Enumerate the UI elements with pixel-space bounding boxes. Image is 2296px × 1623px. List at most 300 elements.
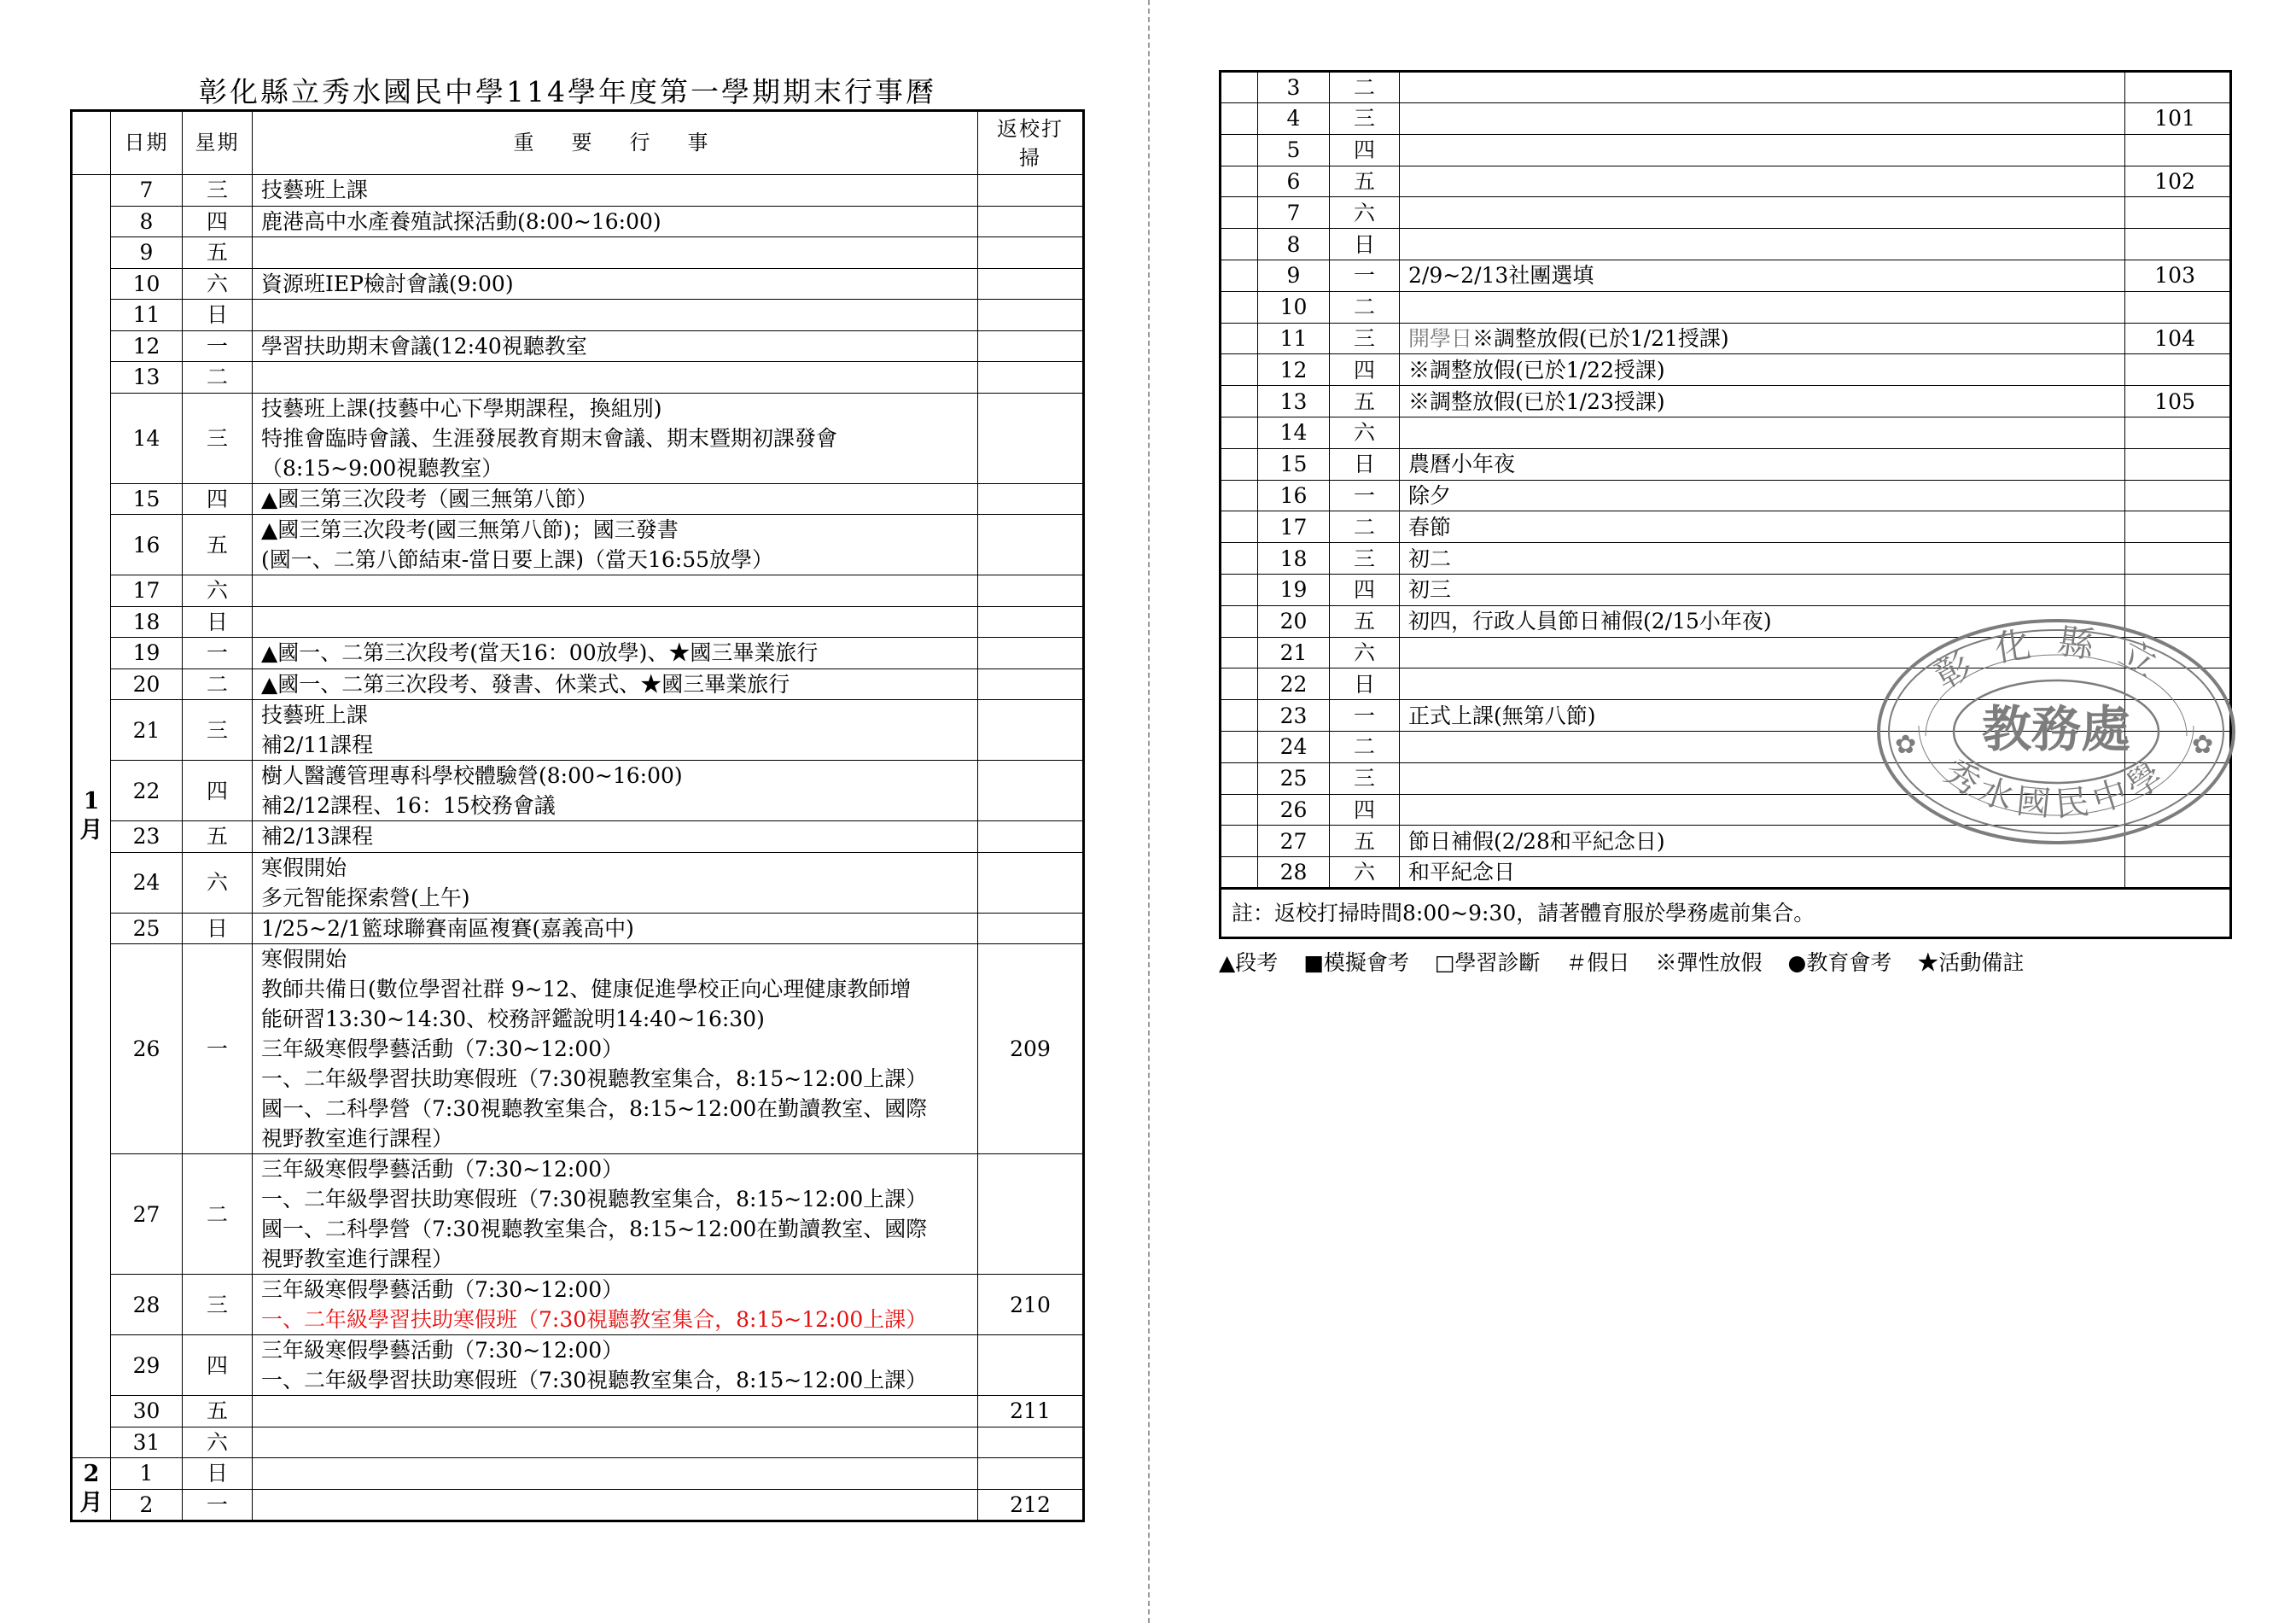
table-row (1221, 260, 2231, 291)
cleaning-cell (2125, 417, 2231, 448)
date-cell: 10 (1258, 291, 1330, 323)
weekday-cell: 一 (1330, 260, 1400, 291)
weekday-cell: 六 (183, 575, 253, 607)
cleaning-cell: 212 (978, 1489, 1084, 1521)
date-cell: 25 (1258, 762, 1330, 794)
cleaning-cell (2125, 857, 2231, 889)
events-cell (253, 1489, 978, 1521)
event-line: 一、二年級學習扶助寒假班（7:30視聽教室集合，8:15~12:00上課） (261, 1368, 928, 1392)
table-row (72, 1154, 1084, 1275)
table-row (1221, 511, 2231, 543)
date-cell: 27 (111, 1154, 183, 1275)
blank-cell (1221, 103, 1258, 135)
weekday-cell: 四 (183, 206, 253, 237)
table-row (1221, 103, 2231, 135)
table-row (72, 1335, 1084, 1396)
event-line: 教師共備日(數位學習社群 9~12、健康促進學校正向心理健康教師增 (261, 977, 912, 1001)
weekday-cell: 四 (1330, 354, 1400, 386)
svg-text:✿: ✿ (1895, 730, 1917, 760)
weekday-cell: 日 (183, 606, 253, 638)
cleaning-cell (978, 668, 1084, 700)
table-row (1221, 197, 2231, 229)
weekday-cell: 日 (183, 913, 253, 944)
weekday-cell: 六 (1330, 637, 1400, 668)
events-cell (1400, 480, 2125, 511)
event-line: ▲國三第三次段考（國三無第八節） (261, 486, 598, 511)
events-cell (253, 362, 978, 394)
table-row (72, 206, 1084, 237)
event-line: （8:15~9:00視聽教室） (261, 455, 504, 481)
cleaning-cell (978, 175, 1084, 207)
cleaning-cell (978, 330, 1084, 362)
cleaning-cell (978, 1427, 1084, 1458)
event-line: 三年級寒假學藝活動（7:30~12:00） (261, 1277, 624, 1302)
event-line: 三年級寒假學藝活動（7:30~12:00） (261, 1036, 624, 1061)
blank-cell (1221, 134, 1258, 166)
calendar-table-left (70, 109, 1085, 1522)
date-cell: 15 (1258, 448, 1330, 480)
events-cell (1400, 323, 2125, 354)
cleaning-cell (978, 913, 1084, 944)
table-row (72, 515, 1084, 575)
cleaning-cell (978, 515, 1084, 575)
cleaning-cell (978, 393, 1084, 483)
date-cell: 22 (111, 761, 183, 821)
events-cell (253, 206, 978, 237)
weekday-cell: 二 (183, 668, 253, 700)
note-row (1221, 889, 2231, 938)
table-row (1221, 291, 2231, 323)
weekday-cell: 五 (1330, 605, 1400, 637)
table-row (72, 638, 1084, 669)
weekday-cell: 三 (183, 175, 253, 207)
month-cell-january (72, 175, 111, 1458)
blank-cell (1221, 448, 1258, 480)
events-cell (253, 668, 978, 700)
date-cell: 7 (111, 175, 183, 207)
date-cell: 4 (1258, 103, 1330, 135)
event-text: 初四，行政人員節日補假(2/15小年夜) (1408, 609, 1772, 634)
event-text: 節日補假(2/28和平紀念日) (1408, 828, 1665, 854)
table-row (1221, 386, 2231, 417)
event-line: 寒假開始 (261, 947, 347, 972)
event-line: 三年級寒假學藝活動（7:30~12:00） (261, 1338, 624, 1363)
event-line: 技藝班上課 (261, 703, 369, 727)
date-cell: 14 (1258, 417, 1330, 448)
legend-item: ■模擬會考 (1303, 950, 1409, 975)
table-row (1221, 229, 2231, 260)
blank-cell (1221, 543, 1258, 575)
events-cell (253, 1458, 978, 1490)
weekday-cell: 四 (183, 483, 253, 515)
event-text: ※調整放假(已於1/21授課) (1472, 325, 1729, 351)
cleaning-cell: 210 (978, 1275, 1084, 1335)
events-cell (253, 606, 978, 638)
cleaning-cell: 101 (2125, 103, 2231, 135)
legend (1219, 946, 2049, 977)
date-cell: 12 (111, 330, 183, 362)
table-row (72, 1458, 1084, 1490)
cleaning-cell (2125, 197, 2231, 229)
blank-cell (1221, 700, 1258, 732)
event-text: 春節 (1408, 514, 1452, 540)
event-line: ▲國一、二第三次段考(當天16：00放學)、★國三畢業旅行 (261, 640, 819, 666)
table-row (72, 913, 1084, 944)
date-cell: 30 (111, 1396, 183, 1427)
weekday-cell: 六 (1330, 197, 1400, 229)
cleaning-cell (978, 1154, 1084, 1275)
weekday-cell: 五 (183, 1396, 253, 1427)
events-cell (253, 330, 978, 362)
page-title: 彰化縣立秀水國民中學114學年度第一學期期末行事曆 (199, 75, 936, 108)
table-row (72, 1275, 1084, 1335)
events-cell (1400, 511, 2125, 543)
weekday-cell: 日 (183, 1458, 253, 1490)
weekday-cell: 二 (183, 1154, 253, 1275)
cleaning-cell (978, 852, 1084, 913)
events-cell (253, 393, 978, 483)
weekday-cell: 三 (1330, 103, 1400, 135)
event-text: 正式上課(無第八節) (1408, 703, 1596, 728)
cleaning-cell (978, 700, 1084, 761)
events-cell (253, 821, 978, 853)
blank-cell (1221, 166, 1258, 197)
table-row (1221, 480, 2231, 511)
weekday-cell: 六 (183, 852, 253, 913)
weekday-cell: 四 (1330, 794, 1400, 826)
event-line: 補2/13課程 (261, 824, 374, 849)
cleaning-cell (2125, 574, 2231, 605)
date-cell: 26 (1258, 794, 1330, 826)
table-row (72, 1489, 1084, 1521)
date-cell: 17 (1258, 511, 1330, 543)
weekday-cell: 日 (183, 300, 253, 331)
date-cell: 22 (1258, 668, 1330, 700)
event-text: 農曆小年夜 (1408, 452, 1516, 477)
table-row (1221, 134, 2231, 166)
cleaning-cell (978, 1458, 1084, 1490)
weekday-cell: 四 (183, 1335, 253, 1396)
cleaning-cell: 102 (2125, 166, 2231, 197)
date-cell: 14 (111, 393, 183, 483)
blank-cell (1221, 857, 1258, 889)
events-cell (253, 300, 978, 331)
events-cell (253, 852, 978, 913)
event-text: ※調整放假(已於1/22授課) (1408, 357, 1665, 382)
date-cell: 23 (111, 821, 183, 853)
events-cell (1400, 166, 2125, 197)
event-text: 除夕 (1408, 482, 1452, 508)
date-cell: 28 (111, 1275, 183, 1335)
blank-cell (1221, 72, 1258, 103)
cleaning-cell (978, 362, 1084, 394)
events-cell (253, 483, 978, 515)
cleaning-header: 返校打掃 (978, 111, 1084, 175)
event-prefix: 開學日 (1408, 325, 1473, 351)
blank-cell (1221, 197, 1258, 229)
cleaning-cell (2125, 511, 2231, 543)
date-cell: 10 (111, 268, 183, 300)
date-cell: 16 (1258, 480, 1330, 511)
blank-cell (1221, 229, 1258, 260)
weekday-cell: 二 (183, 362, 253, 394)
event-line: (國一、二第八節結束-當日要上課)（當天16:55放學） (261, 547, 774, 572)
events-cell (1400, 857, 2125, 889)
cleaning-cell (2125, 543, 2231, 575)
cleaning-cell (2125, 72, 2231, 103)
event-line: ▲國一、二第三次段考、發書、休業式、★國三畢業旅行 (261, 671, 790, 697)
weekday-cell: 日 (1330, 448, 1400, 480)
event-line: 學習扶助期末會議(12:40視聽教室 (261, 333, 587, 359)
event-line: 鹿港高中水產養殖試探活動(8:00~16:00) (261, 208, 661, 234)
table-row (1221, 417, 2231, 448)
weekday-cell: 三 (183, 393, 253, 483)
event-line: 多元智能探索營(上午) (261, 884, 470, 910)
blank-cell (1221, 668, 1258, 700)
blank-cell (1221, 291, 1258, 323)
cleaning-cell (978, 821, 1084, 853)
office-seal-stamp (1874, 616, 2238, 847)
date-cell: 16 (111, 515, 183, 575)
cleaning-cell: 105 (2125, 386, 2231, 417)
events-cell (1400, 197, 2125, 229)
blank-cell (1221, 511, 1258, 543)
date-cell: 8 (111, 206, 183, 237)
events-cell (1400, 72, 2125, 103)
date-cell: 9 (1258, 260, 1330, 291)
events-cell (1400, 229, 2125, 260)
weekday-cell: 日 (1330, 668, 1400, 700)
weekday-cell: 二 (1330, 511, 1400, 543)
events-cell (253, 1427, 978, 1458)
event-line: 特推會臨時會議、生涯發展教育期末會議、期末暨期初課發會 (261, 425, 838, 451)
cleaning-cell (2125, 134, 2231, 166)
note-text: 註：返校打掃時間8:00~9:30，請著體育服於學務處前集合。 (1221, 889, 2231, 938)
event-line: 補2/11課程 (261, 733, 374, 757)
event-line: 一、二年級學習扶助寒假班（7:30視聽教室集合，8:15~12:00上課） (261, 1066, 928, 1091)
cleaning-cell (2125, 229, 2231, 260)
event-line: 一、二年級學習扶助寒假班（7:30視聽教室集合，8:15~12:00上課） (261, 1307, 928, 1332)
weekday-cell: 六 (183, 268, 253, 300)
date-cell: 21 (111, 700, 183, 761)
date-cell: 7 (1258, 197, 1330, 229)
cleaning-cell (978, 1335, 1084, 1396)
event-text: 初三 (1408, 577, 1452, 603)
table-row (1221, 354, 2231, 386)
blank-cell (1221, 637, 1258, 668)
table-row (72, 668, 1084, 700)
weekday-cell: 一 (183, 638, 253, 669)
events-cell (253, 913, 978, 944)
month-char: 1 (83, 788, 100, 814)
blank-cell (1221, 605, 1258, 637)
svg-text:✿: ✿ (2192, 730, 2214, 760)
weekday-cell: 三 (1330, 323, 1400, 354)
table-row (1221, 574, 2231, 605)
cleaning-cell (2125, 480, 2231, 511)
weekday-cell: 二 (1330, 72, 1400, 103)
date-cell: 26 (111, 944, 183, 1154)
blank-cell (1221, 480, 1258, 511)
event-line: 視野教室進行課程） (261, 1126, 454, 1151)
events-cell (1400, 291, 2125, 323)
date-cell: 23 (1258, 700, 1330, 732)
date-cell: 1 (111, 1458, 183, 1490)
events-cell (253, 700, 978, 761)
header-row (72, 111, 1084, 175)
table-row (72, 300, 1084, 331)
date-cell: 13 (111, 362, 183, 394)
event-text: 2/9~2/13社團選填 (1408, 263, 1594, 289)
weekday-cell: 五 (1330, 386, 1400, 417)
weekday-cell: 四 (1330, 134, 1400, 166)
weekday-cell: 四 (1330, 574, 1400, 605)
cleaning-cell (978, 575, 1084, 607)
blank-cell (1221, 794, 1258, 826)
weekday-cell: 一 (183, 330, 253, 362)
blank-cell (1221, 762, 1258, 794)
event-line: 技藝班上課 (261, 178, 369, 203)
events-cell (253, 1396, 978, 1427)
table-row (72, 393, 1084, 483)
cleaning-cell (2125, 448, 2231, 480)
weekday-cell: 二 (1330, 291, 1400, 323)
date-cell: 20 (1258, 605, 1330, 637)
date-cell: 12 (1258, 354, 1330, 386)
date-cell: 18 (111, 606, 183, 638)
cleaning-cell (2125, 354, 2231, 386)
blank-cell (1221, 826, 1258, 857)
date-cell: 31 (111, 1427, 183, 1458)
events-header: 重 要 行 事 (253, 111, 978, 175)
events-cell (1400, 103, 2125, 135)
events-cell (1400, 386, 2125, 417)
blank-cell (1221, 574, 1258, 605)
event-line: 樹人醫護管理專科學校體驗營(8:00~16:00) (261, 763, 683, 788)
cleaning-cell: 103 (2125, 260, 2231, 291)
date-cell: 15 (111, 483, 183, 515)
table-row (72, 821, 1084, 853)
event-line: 補2/12課程、16：15校務會議 (261, 793, 556, 818)
table-row (1221, 543, 2231, 575)
weekday-cell: 二 (1330, 731, 1400, 762)
table-row (72, 483, 1084, 515)
events-cell (1400, 260, 2125, 291)
event-line: 國一、二科學營（7:30視聽教室集合，8:15~12:00在勤讀教室、國際 (261, 1217, 928, 1241)
date-cell: 11 (111, 300, 183, 331)
weekday-cell: 四 (183, 761, 253, 821)
date-cell: 18 (1258, 543, 1330, 575)
cleaning-cell (978, 206, 1084, 237)
svg-text:秀水國民中學: 秀水國民中學 (1937, 751, 2176, 826)
events-cell (253, 1154, 978, 1275)
date-cell: 24 (1258, 731, 1330, 762)
legend-item: □學習診斷 (1434, 950, 1541, 975)
month-char: 月 (79, 817, 103, 844)
table-row (72, 1396, 1084, 1427)
weekday-cell: 五 (183, 237, 253, 269)
event-line: 一、二年級學習扶助寒假班（7:30視聽教室集合，8:15~12:00上課） (261, 1187, 928, 1211)
legend-item: ★活動備註 (1917, 950, 2025, 975)
cleaning-cell (978, 606, 1084, 638)
events-cell (253, 237, 978, 269)
weekday-cell: 三 (1330, 543, 1400, 575)
blank-cell (1221, 386, 1258, 417)
event-line: 能研習13:30~14:30、校務評鑑說明14:40~16:30) (261, 1007, 765, 1031)
date-cell: 29 (111, 1335, 183, 1396)
month-char: 月 (79, 1489, 103, 1516)
weekday-cell: 五 (183, 515, 253, 575)
blank-cell (1221, 417, 1258, 448)
date-cell: 2 (111, 1489, 183, 1521)
cleaning-cell (978, 638, 1084, 669)
page-divider (1148, 0, 1150, 1623)
table-row (72, 175, 1084, 207)
weekday-cell: 五 (1330, 826, 1400, 857)
cleaning-cell: 211 (978, 1396, 1084, 1427)
date-cell: 6 (1258, 166, 1330, 197)
date-cell: 11 (1258, 323, 1330, 354)
table-row (72, 606, 1084, 638)
cleaning-cell: 104 (2125, 323, 2231, 354)
events-cell (1400, 417, 2125, 448)
events-cell (253, 175, 978, 207)
event-line: 三年級寒假學藝活動（7:30~12:00） (261, 1157, 624, 1182)
cleaning-cell (978, 237, 1084, 269)
table-row (72, 700, 1084, 761)
blank-cell (1221, 731, 1258, 762)
month-char: 2 (83, 1460, 100, 1487)
event-line: 視野教室進行課程） (261, 1246, 454, 1271)
weekday-cell: 六 (1330, 417, 1400, 448)
date-cell: 17 (111, 575, 183, 607)
legend-item: ＃假日 (1565, 950, 1630, 975)
weekday-cell: 六 (1330, 857, 1400, 889)
event-text: 和平紀念日 (1408, 860, 1516, 885)
event-line: 寒假開始 (261, 855, 347, 880)
weekday-cell: 三 (183, 700, 253, 761)
cleaning-cell: 209 (978, 944, 1084, 1154)
blank-cell (1221, 323, 1258, 354)
weekday-cell: 三 (183, 1275, 253, 1335)
cleaning-cell (978, 761, 1084, 821)
date-cell: 28 (1258, 857, 1330, 889)
events-cell (1400, 574, 2125, 605)
weekday-cell: 一 (183, 944, 253, 1154)
weekday-header: 星期 (183, 111, 253, 175)
table-row (1221, 166, 2231, 197)
table-row (72, 237, 1084, 269)
table-row (1221, 857, 2231, 889)
weekday-cell: 五 (1330, 166, 1400, 197)
table-row (72, 1427, 1084, 1458)
event-text: 初二 (1408, 546, 1452, 571)
weekday-cell: 五 (183, 821, 253, 853)
cleaning-cell (978, 483, 1084, 515)
date-cell: 21 (1258, 637, 1330, 668)
weekday-cell: 一 (1330, 700, 1400, 732)
weekday-cell: 一 (183, 1489, 253, 1521)
event-line: 1/25~2/1籃球聯賽南區複賽(嘉義高中) (261, 915, 634, 941)
events-cell (253, 944, 978, 1154)
events-cell (253, 268, 978, 300)
month-header-cell (72, 111, 111, 175)
date-cell: 5 (1258, 134, 1330, 166)
events-cell (1400, 354, 2125, 386)
table-row (1221, 72, 2231, 103)
table-row (72, 852, 1084, 913)
date-cell: 8 (1258, 229, 1330, 260)
